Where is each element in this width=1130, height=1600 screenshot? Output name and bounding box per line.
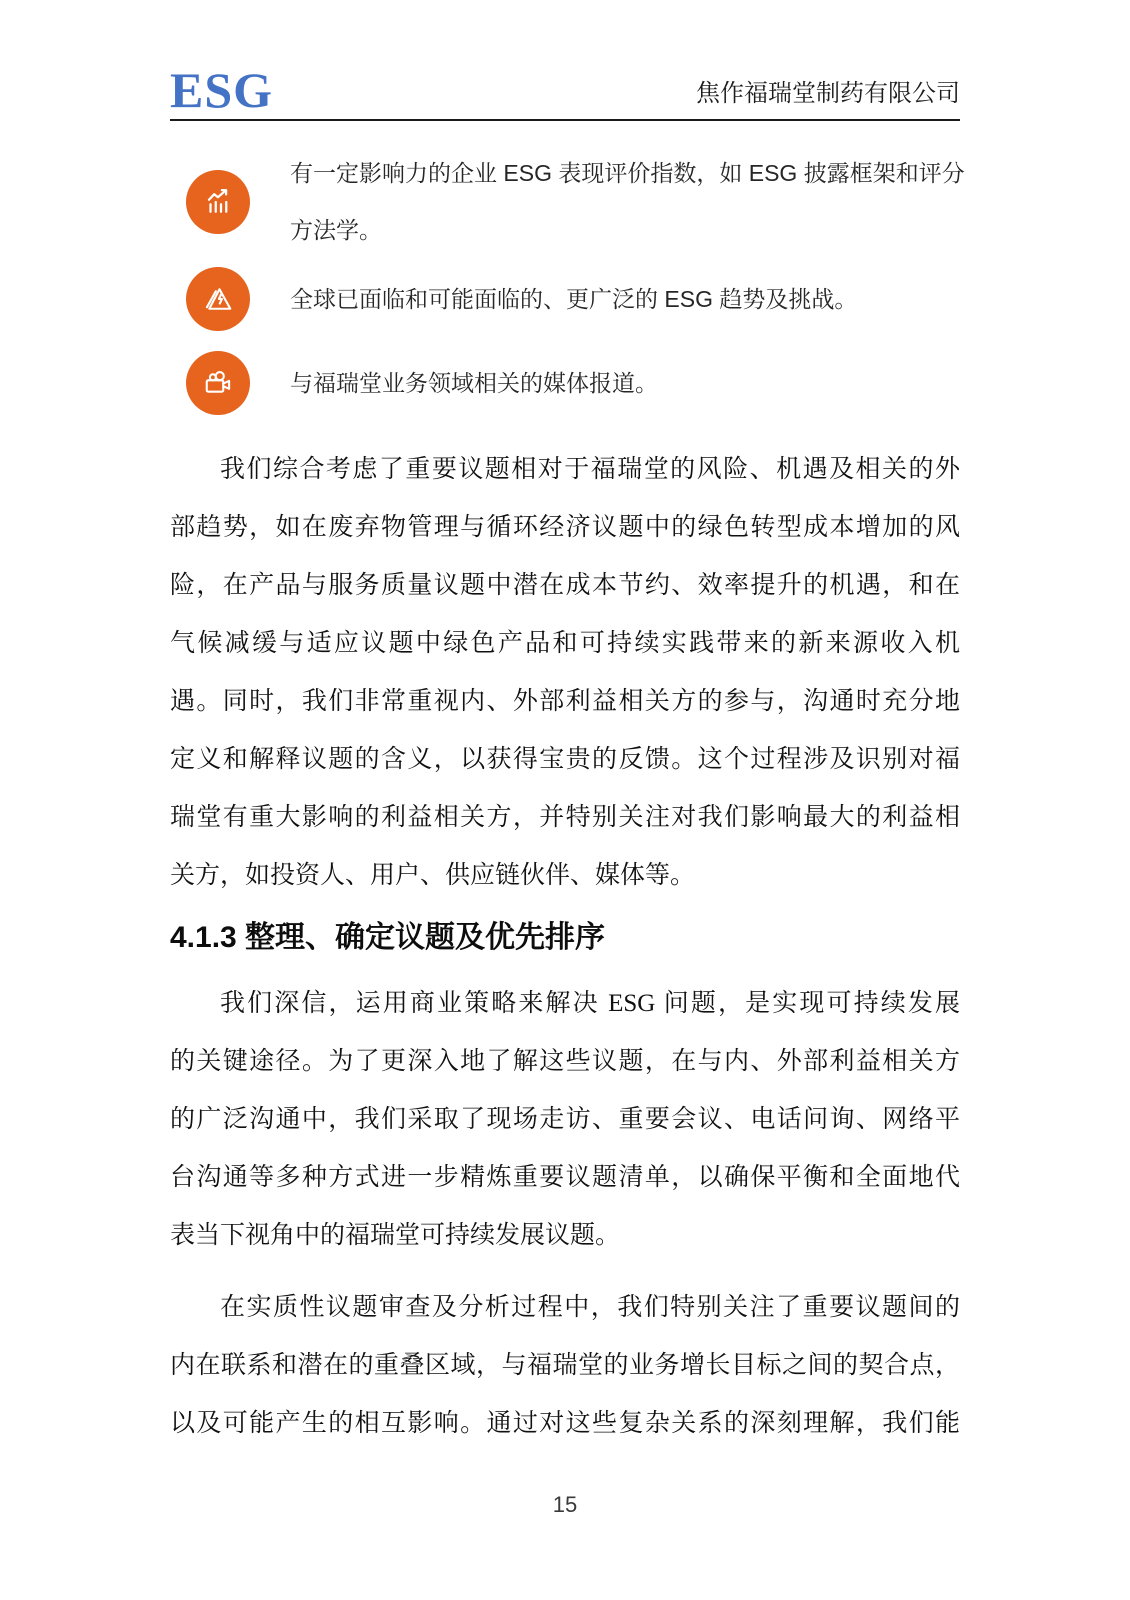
bullet-line: 全球已面临和可能面临的、更广泛的 ESG 趋势及挑战。 <box>290 285 858 312</box>
section-heading: 4.1.3 整理、确定议题及优先排序 <box>170 921 606 954</box>
bullet-line: 有一定影响力的企业 ESG 表现评价指数，如 ESG 披露框架和评分 <box>290 160 965 186</box>
paragraph-line: 瑞堂有重大影响的利益相关方，并特别关注对我们影响最大的利益相 <box>170 804 960 831</box>
paragraph-line: 气候减缓与适应议题中绿色产品和可持续实践带来的新来源收入机 <box>170 630 960 657</box>
list-item <box>170 351 960 415</box>
list-item <box>170 145 965 259</box>
video-camera-icon <box>186 351 250 415</box>
esg-logo: ESG <box>170 62 274 118</box>
paragraph-line: 的关键途径。为了更深入地了解这些议题，在与内、外部利益相关方 <box>170 1048 960 1075</box>
bullet-line: 与福瑞堂业务领域相关的媒体报道。 <box>290 369 658 396</box>
bullet-list <box>170 145 965 415</box>
paragraph-line: 部趋势，如在废弃物管理与循环经济议题中的绿色转型成本增加的风 <box>170 514 960 541</box>
paragraph-line: 以及可能产生的相互影响。通过对这些复杂关系的深刻理解，我们能 <box>170 1410 960 1437</box>
paragraph-line: 我们综合考虑了重要议题相对于福瑞堂的风险、机遇及相关的外 <box>220 456 960 483</box>
body-paragraph <box>170 1279 960 1453</box>
paragraph-line: 关方，如投资人、用户、供应链伙伴、媒体等。 <box>170 862 696 889</box>
paragraph-line: 险，在产品与服务质量议题中潜在成本节约、效率提升的机遇，和在 <box>170 572 960 599</box>
paragraph-line: 表当下视角中的福瑞堂可持续发展议题。 <box>170 1222 621 1249</box>
paragraph-line: 内在联系和潜在的重叠区域，与福瑞堂的业务增长目标之间的契合点， <box>170 1352 960 1379</box>
paragraph-line: 我们深信，运用商业策略来解决 ESG 问题，是实现可持续发展 <box>220 990 960 1017</box>
bullet-text <box>290 355 658 412</box>
line-chart-icon <box>186 170 250 234</box>
bullet-text <box>290 271 857 328</box>
paragraph-line: 遇。同时，我们非常重视内、外部利益相关方的参与，沟通时充分地 <box>170 688 960 715</box>
paragraph-line: 的广泛沟通中，我们采取了现场走访、重要会议、电话问询、网络平 <box>170 1106 960 1133</box>
company-name: 焦作福瑞堂制药有限公司 <box>696 81 960 107</box>
list-item <box>170 267 960 331</box>
body-paragraph <box>170 441 960 905</box>
page-header <box>170 0 960 121</box>
paragraph-line: 在实质性议题审查及分析过程中，我们特别关注了重要议题间的 <box>220 1294 960 1321</box>
mountain-icon <box>186 267 250 331</box>
page-number: 15 <box>552 1492 578 1517</box>
bullet-line: 方法学。 <box>290 217 382 243</box>
bullet-text <box>290 145 965 259</box>
paragraph-line: 台沟通等多种方式进一步精炼重要议题清单，以确保平衡和全面地代 <box>170 1164 960 1191</box>
body-paragraph <box>170 975 960 1265</box>
paragraph-line: 定义和解释议题的含义，以获得宝贵的反馈。这个过程涉及识别对福 <box>170 746 960 773</box>
